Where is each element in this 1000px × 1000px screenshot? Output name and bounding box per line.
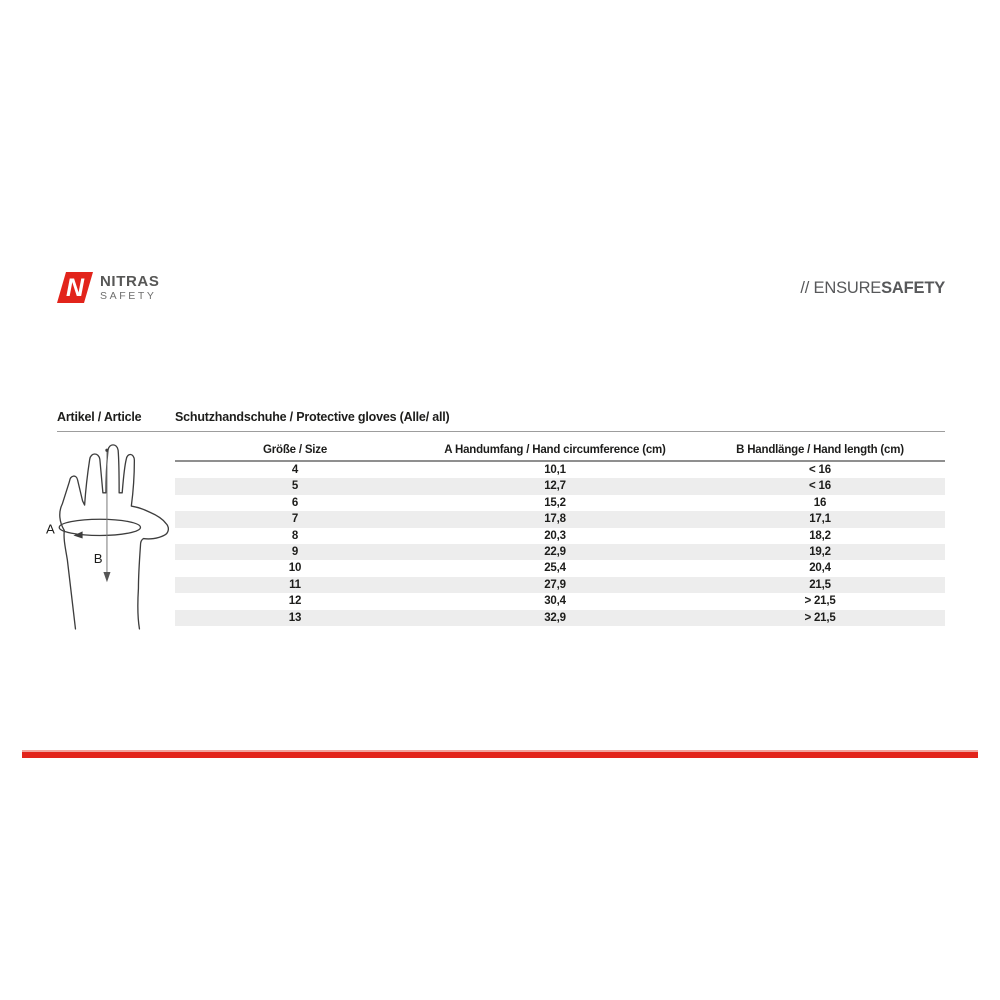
article-label: Artikel / Article	[57, 410, 142, 424]
table-row	[175, 544, 945, 560]
column-header-length: B Handlänge / Hand length (cm)	[736, 444, 904, 456]
table-cell: 17,8	[544, 513, 566, 526]
table-row	[175, 560, 945, 576]
table-cell: 11	[289, 578, 301, 591]
table-row	[175, 511, 945, 527]
table-row	[175, 478, 945, 494]
table-cell: < 16	[809, 464, 831, 476]
ellipse-arrowhead	[73, 531, 82, 538]
tagline-bold: SAFETY	[881, 279, 945, 297]
logo-name: NITRAS	[100, 272, 160, 290]
length-arrow-down	[103, 572, 110, 582]
size-table-body	[175, 462, 945, 626]
column-header-size: Größe / Size	[262, 444, 328, 456]
table-cell: 9	[291, 545, 299, 558]
table-cell: 32,9	[544, 611, 566, 624]
tagline-prefix: // ENSURE	[800, 279, 882, 297]
table-cell: 10,1	[544, 464, 566, 476]
table-cell: 12	[288, 595, 302, 608]
table-cell: 8	[291, 529, 299, 542]
table-cell: 22,9	[544, 545, 566, 558]
table-cell: 5	[291, 480, 299, 493]
table-cell: 6	[291, 496, 299, 509]
table-cell: < 16	[809, 480, 831, 493]
table-row	[175, 577, 945, 593]
table-cell: > 21,5	[804, 595, 836, 608]
logo-subtitle: SAFETY	[100, 289, 157, 302]
table-cell: 30,4	[544, 595, 566, 608]
table-cell: 15,2	[544, 496, 566, 509]
article-value: Schutzhandschuhe / Protective gloves (Alle/ all)	[175, 410, 450, 424]
table-cell: 21,5	[809, 578, 831, 591]
table-cell: 20,3	[544, 529, 566, 542]
table-cell: 12,7	[544, 480, 566, 493]
table-cell: 20,4	[809, 562, 831, 575]
size-table	[175, 444, 945, 626]
section-header	[57, 410, 945, 432]
size-table-header	[175, 444, 945, 462]
label-b: B	[93, 550, 103, 566]
hand-outline-path	[60, 445, 169, 629]
table-cell: 27,9	[544, 578, 566, 591]
nitras-logo-icon	[57, 272, 93, 303]
table-cell: 4	[291, 464, 299, 476]
footer-red-bar	[22, 750, 978, 758]
table-row	[175, 593, 945, 609]
table-cell: 13	[288, 611, 302, 624]
table-cell: 16	[813, 496, 827, 509]
length-line-top-dot	[105, 449, 108, 452]
table-row	[175, 528, 945, 544]
ensure-safety-tagline	[800, 279, 945, 298]
table-row	[175, 462, 945, 478]
table-cell: 19,2	[809, 545, 831, 558]
hand-measurement-diagram	[44, 442, 176, 630]
table-cell: 25,4	[544, 562, 566, 575]
table-cell: 10	[288, 562, 302, 575]
table-row	[175, 495, 945, 511]
circumference-ellipse	[59, 519, 140, 535]
column-header-circumference: A Handumfang / Hand circumference (cm)	[444, 444, 666, 456]
table-cell: 7	[291, 513, 299, 526]
logo-text	[100, 274, 159, 302]
table-row	[175, 610, 945, 626]
label-a: A	[46, 521, 55, 537]
table-cell: 18,2	[809, 529, 831, 542]
nitras-logo	[57, 272, 159, 303]
table-cell: > 21,5	[804, 611, 836, 624]
table-cell: 17,1	[809, 513, 831, 526]
logo-letter: N	[66, 274, 85, 302]
